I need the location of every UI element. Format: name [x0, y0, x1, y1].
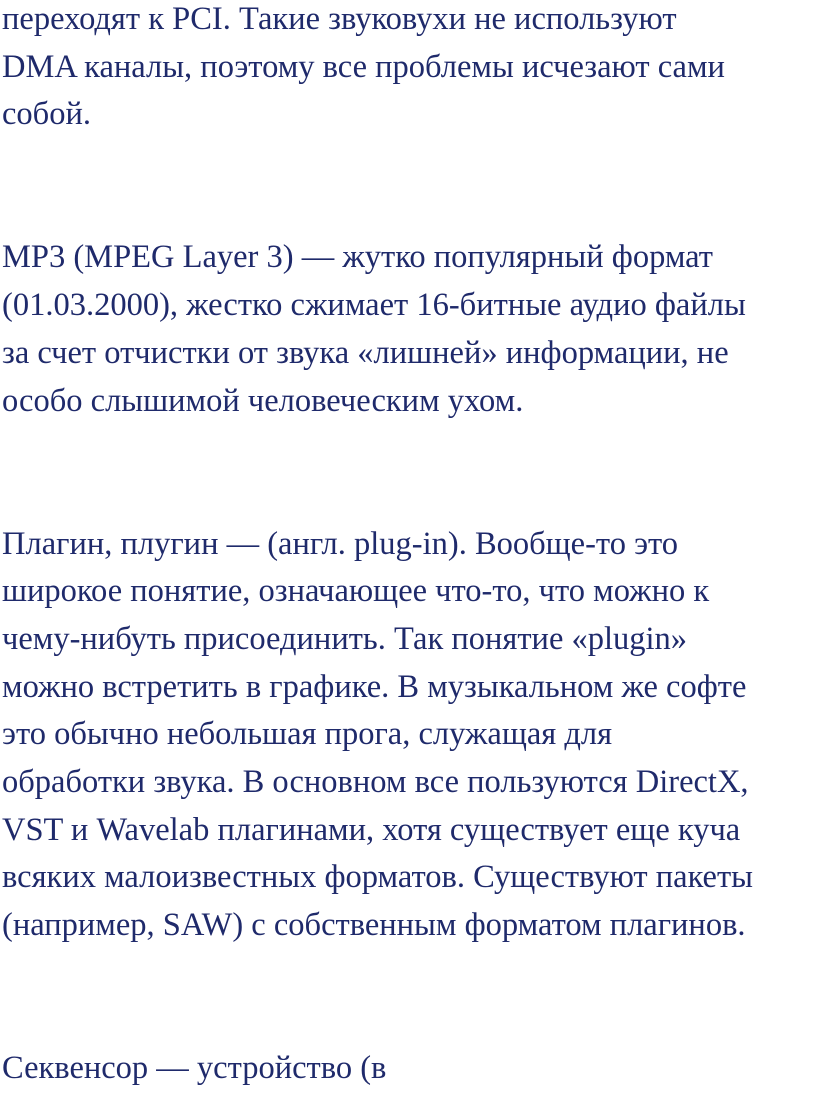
text-line: широкое понятие, означающее что-то, что можно к — [2, 573, 710, 610]
paragraph-plugin — [2, 521, 816, 950]
text-line: переходят к PCI. Такие звуковухи не используют — [2, 1, 677, 37]
paragraph-sequencer — [2, 1045, 816, 1093]
text-line: особо слышимой человеческим ухом. — [2, 382, 524, 419]
text-line: DMA каналы, поэтому все проблемы исчезают сами — [2, 48, 725, 85]
paragraph-gap — [2, 950, 816, 1045]
text-line: собой. — [2, 96, 91, 133]
text-line: можно встретить в графике. В музыкальном же софте — [2, 668, 747, 705]
text-line: чему-нибуть присоединить. Так понятие «plugin» — [2, 620, 688, 657]
text-line: это обычно небольшая прога, служащая для — [2, 716, 613, 753]
text-line: Плагин, плугин — (англ. plug-in). Вообще-то это — [2, 525, 679, 562]
paragraph-pci — [2, 0, 816, 139]
text-line: VST и Wavelab плагинами, хотя существует еще куча — [2, 811, 741, 848]
document-body — [2, 0, 816, 1093]
paragraph-mp3 — [2, 234, 816, 425]
text-line: (например, SAW) с собственным форматом плагинов. — [2, 907, 746, 944]
text-line: всяких малоизвестных форматов. Существуют пакеты — [2, 859, 754, 896]
text-line: Секвенсор — устройство (в — [2, 1050, 387, 1087]
text-line: (01.03.2000), жестко сжимает 16-битные аудио файлы — [2, 287, 746, 324]
text-line: MP3 (MPEG Layer 3) — жутко популярный формат — [2, 239, 713, 276]
paragraph-gap — [2, 139, 816, 234]
paragraph-gap — [2, 425, 816, 520]
text-line: обработки звука. В основном все пользуются DirectX, — [2, 764, 749, 801]
text-line: за счет отчистки от звука «лишней» информации, не — [2, 334, 729, 371]
